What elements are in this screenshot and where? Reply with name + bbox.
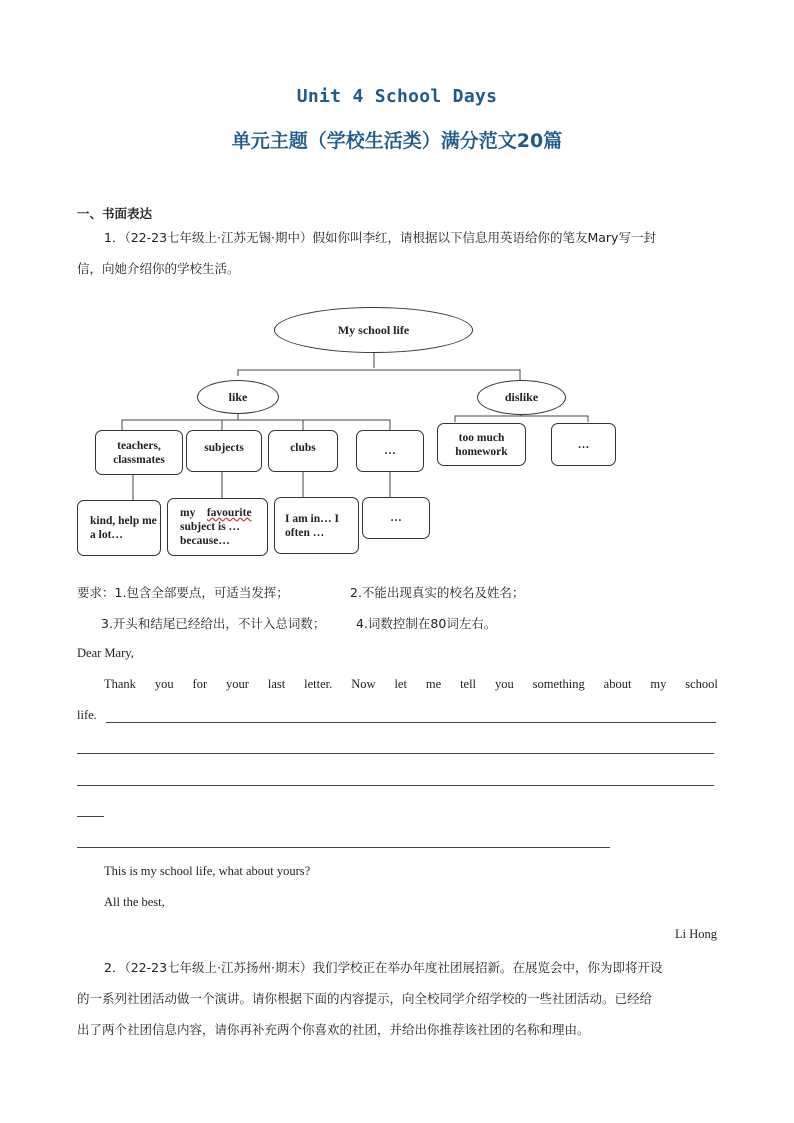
letter-body-line [104,677,718,692]
node-more-dislike: … [551,423,616,466]
page-subtitle: 单元主题（学校生活类）满分范文20篇 [231,130,563,152]
node-too-much-homework: too much homework [437,423,526,466]
letter-word: something [532,677,585,691]
writing-line-5[interactable] [77,847,610,848]
node-more-clubs: … [362,497,430,539]
fav-line-subject: subject is … [180,521,241,533]
node-more-like: … [356,430,424,472]
letter-word: you [494,677,514,691]
q1-prompt-line1: 1．（22-23七年级上·江苏无锡·期中）假如你叫李红，请根据以下信息用英语给你的笔友Mary写一封 [104,230,656,245]
letter-word: your [226,677,249,691]
letter-word: letter. [304,677,333,691]
mind-map-like: like [197,380,279,414]
letter-word: me [425,677,442,691]
letter-word: my [650,677,667,691]
node-i-am-in: I am in… I often … [274,497,359,554]
letter-word: Thank [104,677,136,691]
letter-word: tell [460,677,477,691]
requirement-1: 要求：1.包含全部要点，可适当发挥； [77,585,289,600]
letter-word: school [685,677,718,691]
node-teachers-classmates: teachers, classmates [95,430,183,475]
connector-branch [238,370,520,380]
mind-map-root: My school life [274,307,473,353]
letter-word: last [267,677,286,691]
fav-word-favourite: favourite [206,507,252,519]
fav-word-my: my [180,507,196,519]
letter-signature: Li Hong [674,927,717,941]
section-heading: 一、书面表达 [77,206,153,221]
node-kind-help: kind, help me a lot… [77,500,161,556]
letter-word: for [192,677,208,691]
letter-closing-2: All the best, [104,895,165,909]
writing-line-3[interactable] [77,785,714,786]
q2-line2: 的一系列社团活动做一个演讲。请你根据下面的内容提示，向全校同学介绍学校的一些社团活动。已经给 [77,991,653,1006]
requirement-3: 3.开头和结尾已经给出，不计入总词数； [101,616,326,631]
connector-like [122,420,390,430]
letter-word: let [394,677,407,691]
q2-line1: 2．（22-23七年级上·江苏扬州·期末）我们学校正在举办年度社团展招新。在展览会中，你为即将开设 [104,960,663,975]
page-title: Unit 4 School Days [296,86,498,107]
writing-line-4[interactable] [77,816,104,817]
q1-prompt-line2: 信，向她介绍你的学校生活。 [77,261,240,276]
node-subjects: subjects [186,430,262,472]
node-favourite-subject [167,498,268,556]
letter-word: you [154,677,174,691]
q2-line3: 出了两个社团信息内容，请你再补充两个你喜欢的社团，并给出你推荐该社团的名称和理由。 [77,1022,590,1037]
letter-closing-1: This is my school life, what about yours? [104,864,311,878]
connector-like-mid [222,420,303,430]
fav-line-because: because… [180,535,230,547]
requirement-4: 4.词数控制在80词左右。 [356,616,497,631]
letter-greeting: Dear Mary, [77,646,134,660]
letter-word: about [603,677,632,691]
connector-dislike [455,416,588,422]
node-clubs: clubs [268,430,338,472]
letter-word: Now [351,677,376,691]
writing-line-2[interactable] [77,753,714,754]
letter-body-end: life. [77,708,97,722]
requirement-2: 2.不能出现真实的校名及姓名； [350,585,525,600]
writing-line-1[interactable] [106,722,716,723]
mind-map-dislike: dislike [477,380,566,415]
